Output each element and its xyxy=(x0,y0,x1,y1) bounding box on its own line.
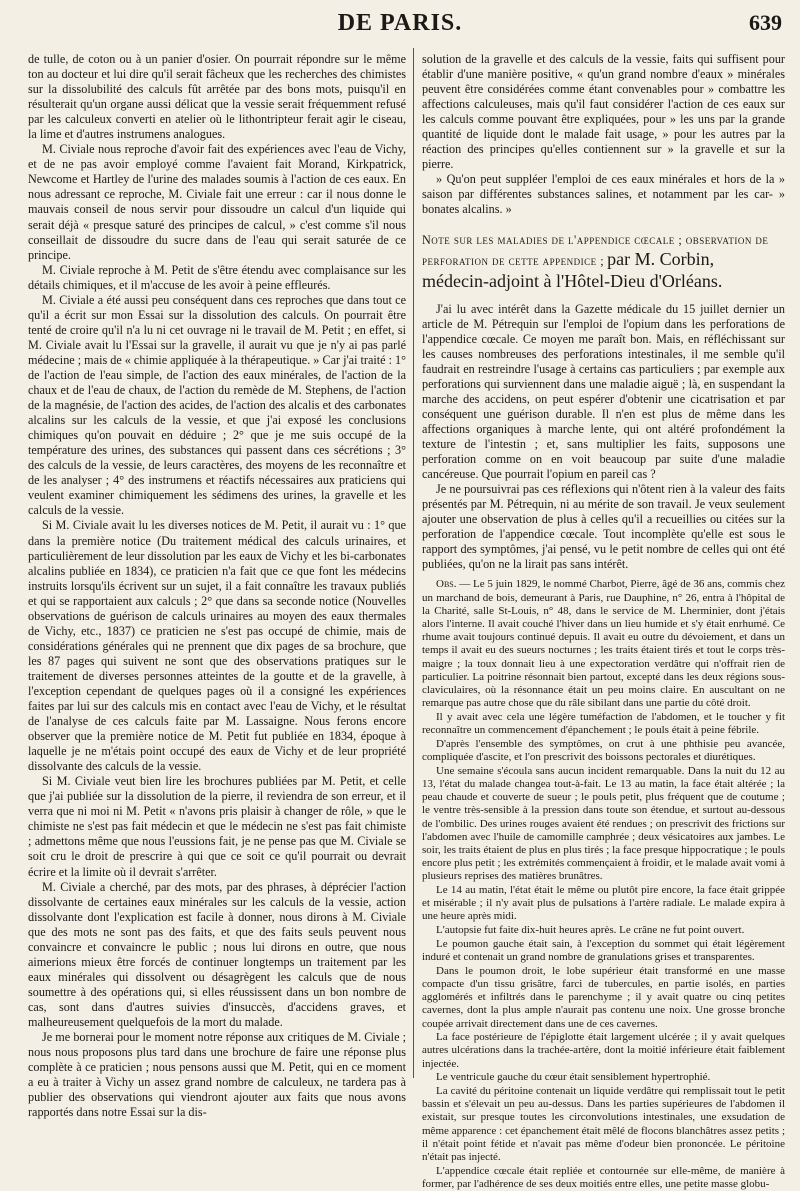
observation-paragraph: Dans le poumon droit, le lobe supérieur était transformé en une masse compacte d'un tissu grisâtre, farci de tubercules, en partie isolés, en parties agglomérés et infiltrés dans le parenchyme ; il y avait quatre ou cinq petites cavernes, dont la plus ample n'aurait pas contenu une noix. Une grosse bronche coupée arrivait directement dans une de ces cavernes. xyxy=(422,964,785,1030)
page-header xyxy=(0,0,800,44)
column-divider xyxy=(413,48,414,1078)
observation-paragraph: Le 14 au matin, l'état était le même ou plutôt pire encore, la face était grippée et misérable ; il n'y avait plus de pulsations à l'artère radiale. Le malade expira à une heure après midi. xyxy=(422,884,785,923)
observation-paragraph: La cavité du péritoine contenait un liquide verdâtre qui remplissait tout le petit bassin et s'élevait un peu au-dessus. Dans les parties supérieures de l'abdomen il existait, sur presque toutes les circonvolutions intestinales, une exsudation de même apparence : cet épanchement était mêlé de flocons blanchâtres assez petits ; il n'était point fétide et n'avait pas même d'odeur bien prononcée. Le péritoine n'était pas injecté. xyxy=(422,1085,785,1164)
observation-paragraph: L'autopsie fut faite dix-huit heures après. Le crâne ne fut point ouvert. xyxy=(436,924,745,937)
observation-paragraph: Il y avait avec cela une légère tuméfaction de l'abdomen, et le toucher y fit reconnaître un commencement d'épanchement ; le pouls était à peine fébrile. xyxy=(422,710,785,737)
paragraph: M. Civiale reproche à M. Petit de s'être étendu avec complaisance sur les détails chimiques, et il m'accuse de les avoir à peine effleurés. xyxy=(28,262,406,292)
observation-paragraph: Une semaine s'écoula sans aucun incident remarquable. Dans la nuit du 12 au 13, l'état du malade changea tout-à-fait. Le 13 au matin, la face était altérée ; la peau chaude et couverte de sueur ; le pouls petit, plus fréquent que de coutume ; le ventre très-sensible à la pression dans toute son étendue, et surtout au-dessous de l'ombilic. Des urines rouges avaient été rendues ; on prescrivit des frictions sur l'abdomen avec l'huile de camomille camphrée ; deux vésicatoires aux jambes. Le soir, les traits étaient de plus en plus tirés ; la face presque hippocratique ; le pouls encore plus petit ; les extrémités commençaient à froidir, et le malade avait vomi à plusieurs reprises des matières brunâtres. xyxy=(422,764,785,883)
paragraph: M. Civiale a été aussi peu conséquent dans ces reproches que dans tout ce qu'il a écrit sur mon Essai sur la dissolution des calculs. On pourrait être tenté de croire qu'il n'a lu ni cet ouvrage ni le travail de M. Petit ; en effet, si M. Civiale avait lu l'Essai sur la gravelle, il aurait vu que je n'y ai pas parlé médecine ; mais de « chimie appliquée à la thérapeutique. » Car j'ai traité : 1° de l'action de l'eau simple, de l'action des eaux minérales, de l'action de la chaux et de l'eau de chaux, de l'action du remède de M. Stephens, de l'action de la magnésie, de l'action des acides, de l'action des alcalis et des carbonates alcalins sur les calculs de la vessie, et que j'ai exposé les conclusions chimiques qu'on pouvait en déduire ; 2° que je me suis occupé de la température des urines, des substances qui passent dans ces sécrétions ; 3° des calculs de la vessie, de leurs caractères, des moyens de les reconnaître et de les analyser ; 4° des instrumens et réactifs nécessaires aux praticiens qui veulent examiner chimiquement les sédimens des urines, la gravelle et les calculs de la vessie. xyxy=(28,292,406,518)
paragraph: » Qu'on peut suppléer l'emploi de ces eaux minérales et hors de la » saison par différentes substances salines, et notamment par les car- » bonates alcalins. » xyxy=(422,172,785,217)
paragraph: Je me bornerai pour le moment notre réponse aux critiques de M. Civiale ; nous nous proposons plus tard dans une brochure de faire une réponse plus complète à ce praticien ; nous pensons aussi que M. Petit, qui en ce moment a eu à traiter à Vichy un assez grand nombre de calculeux, ne tardera pas à publier des observations qui viendront ajouter aux faits que nous avons rapportés dans notre Essai sur la dis- xyxy=(28,1030,406,1120)
observation-paragraph: Obs. — Le 5 juin 1829, le nommé Charbot, Pierre, âgé de 36 ans, commis chez un marchand de bois, demeurant à Paris, rue Dauphine, n° 26, entra à l'hôpital de la Charité, salle St-Louis, n° 48, dans le service de M. Lherminier, dont j'étais alors l'interne. Il avait couché l'hiver dans un lieu humide et s'y était enrhumé. Ce rhume avait toujours continué depuis. Il avait eu outre du dévoiement, et dans un temps il avait eu des sueurs nocturnes ; les traits étaient tirés et tout le corps très-maigre ; la toux donnait lieu à une expectoration verdâtre qui n'offrait rien de particulier. La poitrine résonnait bien partout, excepté dans les deux régions sous-claviculaires, où la résonnance était un peu moins claire. En auscultant on ne remarque pas autre chose que du râle sibilant dans une partie du côté droit. xyxy=(422,578,786,710)
observation-paragraph: L'appendice cœcale était repliée et contournée sur elle-même, de manière à former, par l'adhérence de ses deux moitiés entre elles, une petite masse globu- xyxy=(422,1164,785,1190)
paragraph: J'ai lu avec intérêt dans la Gazette médicale du 15 juillet dernier un article de M. Pétrequin sur l'emploi de l'opium dans les perforations de l'appendice cœcale. Ce moyen me paraît bon. Mais, en réfléchissant sur les causes nombreuses des perforations intestinales, il me semble qu'il faudrait en restreindre l'usage à certains cas particuliers ; par exemple aux perforations qui surviennent dans une maladie aiguë ; là, en suspendant la marche des accidens, on peut espérer d'obtenir une cicatrisation et par conséquent une guérison durable. Il n'en est plus de même dans les affections organiques à marche lente, qui ont altéré profondément la texture de l'intestin ; et, sans multiplier les faits, supposons une perforation comme on en voit beaucoup par suite d'une maladie cancéreuse. Que pourrait l'opium en pareil cas ? xyxy=(422,301,785,482)
article-author: par M. Corbin, médecin-adjoint à l'Hôtel-Dieu d'Orléans. xyxy=(422,248,723,291)
paragraph: M. Civiale a cherché, par des mots, par des phrases, à déprécier l'action dissolvante de certaines eaux minérales sur les calculs de la vessie, action dissolvante dont l'explication est facile à donner, nous dirons à M. Civiale que des mots ne sont pas des faits, et que des faits seuls peuvent nous convaincre et convaincre le public ; nous lui dirons en outre, que nous aimerions mieux être forcés de continuer longtemps un traitement par les eaux minérales qui dissolvent ou désagrègent les calculs que de nous soumettre à des opérations qui, si elles réussissent dans un bon nombre de cas, sont dans d'autres suivies d'insuccès, d'accidens graves, et malheureusement quelquefois de la mort du malade. xyxy=(28,879,406,1029)
paragraph: Je ne poursuivrai pas ces réflexions qui n'ôtent rien à la valeur des faits présentés par M. Pétrequin, ni au mérite de son travail. Je veux seulement ajouter une observation de plus à celles qu'il a recueillies ou citées sur la perforation de l'appendice cœcale. Tout incomplète qu'elle est sous le rapport des symptômes, j'ai pensé, vu le petit nombre de celles qui ont été publiées, qu'on ne la lirait pas sans intérêt. xyxy=(422,482,785,572)
paragraph: Si M. Civiale avait lu les diverses notices de M. Petit, il aurait vu : 1° que dans la première notice (Du traitement médical des calculs urinaires, et particulièrement de leur dissolution par les eaux de Vichy et les bi-carbonates alcalins publiée en 1834), ce praticien n'a fait que ce que font les médecins instruits lorsqu'ils écrivent sur un sujet, il a fait connaître les travaux publiés et qui se rapportaient aux calculs ; 2° que dans sa seconde notice (Nouvelles observations de guérison de calculs urinaires au moyen des eaux thermales de Vichy, etc., 1837) ce praticien ne s'est pas occupé de chimie, mais de considérations générales qui ne prennent que dix pages de sa brochure, que les 87 pages qui suivent ne sont que des observations pratiques sur le traitement de diverses personnes atteintes de la goutte et de la gravelle, à l'exception cependant de quelques pages où il a consigné les expériences faites par lui sur des calculs mis en contact avec l'eau de Vichy, et le résultat de l'analyse de ces calculs faite par M. Lassaigne. Nous ferons encore observer que la première notice de M. Petit fut publiée en 1834, époque à laquelle je ne m'étais point occupé des eaux de Vichy et de leur propriété dissolvante des calculs de la vessie. xyxy=(28,518,406,774)
running-title: DE PARIS. xyxy=(337,10,463,36)
observation-block xyxy=(422,578,785,1191)
left-column xyxy=(28,52,406,1120)
right-column xyxy=(422,52,786,1190)
paragraph: M. Civiale nous reproche d'avoir fait des expériences avec l'eau de Vichy, et de ne pas avoir employé comme l'avaient fait Morand, Kirkpatrick, Newcome et Hartley de l'urine des malades soumis à l'action de ces eaux. En nous adressant ce reproche, M. Civiale fait une erreur : car il nous donne le mauvais conseil de nous servir pour dissoudre un calcul d'un liquide qui serait déjà « presque saturé des principes de calcul, » c'est comme s'il nous conseillait de dissoudre du sucre dans de l'eau qui serait saturée de ce principe. xyxy=(28,142,406,262)
paragraph: Si M. Civiale veut bien lire les brochures publiées par M. Petit, et celle que j'ai publiée sur la dissolution de la pierre, il reviendra de son erreur, et il verra que ni moi ni M. Petit « n'avons pris plaisir à changer de rôle, » que le chimiste ne s'est pas fait médecin et que le médecin ne s'est pas fait chimiste ; admettons même que nous l'eussions fait, je ne pense pas que M. Civiale se soit cru le droit de prescrire à qui que ce soit ce qu'il pourrait ou devrait écrire et la limite où il devrait s'arrêter. xyxy=(28,774,406,879)
paragraph: de tulle, de coton ou à un panier d'osier. On pourrait répondre sur le même ton au docteur et lui dire qu'il serait fâcheux que les recherches des chimistes sur la dissolubilité des calculs fût arrêtée par des bons mots, puisqu'il en résulterait qu'un organe aussi délicat que la vessie serait fréquemment refusé par les calculeux converti en atelier où le lithontripteur ferait agir le ciseau, la lime et d'autres instrumens analogues. xyxy=(28,52,406,142)
page-number: 639 xyxy=(749,10,782,35)
observation-paragraph: Le ventricule gauche du cœur était sensiblement hypertrophié. xyxy=(436,1071,711,1084)
paragraph: solution de la gravelle et des calculs de la vessie, faits qui suffisent pour établir d'une manière positive, « qu'un grand nombre d'eaux » minérales peuvent être considérées comme étant convenables pour » combattre les affections calculeuses, mais qu'il faut considérer l'action de ces eaux sur les calculs comme pouvant être expliquées, pour » les uns par la grande quantité de liquide dont le malade fait usage, » pour les autres par la réaction des principes qu'elles contiennent sur » la gravelle et sur la pierre. xyxy=(422,52,785,172)
article-title: Note sur les maladies de l'appendice cœcale ; observation de perforation de cette appendice ; xyxy=(422,232,769,268)
observation-paragraph: D'après l'ensemble des symptômes, on crut à une phthisie peu avancée, compliquée d'ascite, et l'on prescrivit des boissons pectorales et diurétiques. xyxy=(422,737,785,763)
article-heading xyxy=(422,232,785,292)
observation-paragraph: La face postérieure de l'épiglotte était largement ulcérée ; il y avait quelques autres ulcérations dans la trachée-artère, dont la moitié inférieure était faiblement injectée. xyxy=(422,1031,785,1070)
observation-label: Obs. xyxy=(436,578,457,591)
observation-paragraph: Le poumon gauche était sain, à l'exception du sommet qui était légèrement induré et contenait un grand nombre de granulations grises et transparentes. xyxy=(422,937,785,964)
